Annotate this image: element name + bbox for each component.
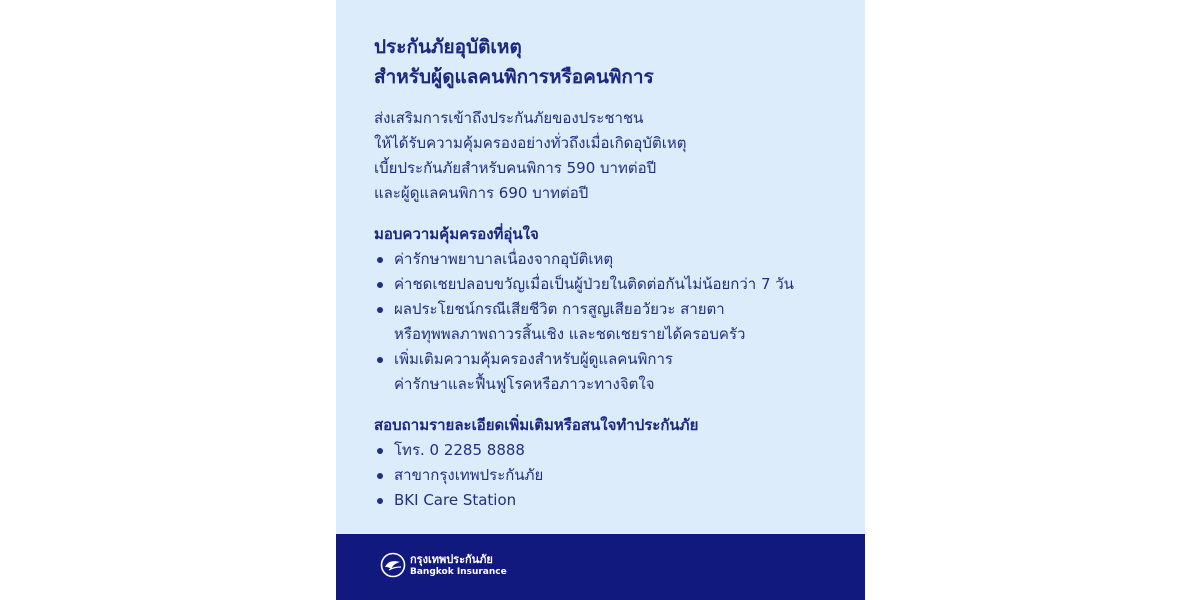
logo-english-text: Bangkok Insurance [410,566,507,577]
bangkok-insurance-logo [380,552,507,578]
contact-item-care-station [374,488,854,513]
intro-line: เบี้ยประกันภัยสำหรับคนพิการ 590 บาทต่อปี [374,159,657,177]
info-card [336,0,865,600]
intro-paragraph [374,106,854,206]
coverage-item-text: ค่ารักษาและฟื้นฟูโรคหรือภาวะทางจิตใจ [394,375,655,393]
card-content [374,32,854,513]
bangkok-insurance-logo-icon [380,552,406,578]
page-title [374,32,854,92]
coverage-list [374,247,854,397]
bullet-icon [377,307,383,313]
intro-line: ส่งเสริมการเข้าถึงประกันภัยของประชาชน [374,109,644,127]
coverage-item-text: หรือทุพพลภาพถาวรสิ้นเชิง และชดเชยรายได้ครอบครัว [394,325,746,343]
bullet-icon [377,257,383,263]
title-line-1: ประกันภัยอุบัติเหตุ [374,36,522,58]
contact-item-branch [374,463,854,488]
contact-item-text: โทร. 0 2285 8888 [394,441,525,459]
coverage-item [374,347,854,397]
coverage-item [374,297,854,347]
contact-heading: สอบถามรายละเอียดเพิ่มเติมหรือสนใจทำประกันภัย [374,416,699,434]
coverage-item [374,247,854,272]
bullet-icon [377,473,383,479]
coverage-item [374,272,854,297]
footer-bar [336,534,865,600]
contact-list [374,438,854,513]
coverage-heading: มอบความคุ้มครองที่อุ่นใจ [374,225,539,243]
bullet-icon [377,357,383,363]
intro-line: และผู้ดูแลคนพิการ 690 บาทต่อปี [374,184,589,202]
bullet-icon [377,282,383,288]
logo-wordmark [410,553,507,578]
coverage-item-text: ค่ารักษาพยาบาลเนื่องจากอุบัติเหตุ [394,250,614,268]
coverage-item-text: ผลประโยชน์กรณีเสียชีวิต การสูญเสียอวัยวะ สายตา [394,300,725,318]
title-line-2: สำหรับผู้ดูแลคนพิการหรือคนพิการ [374,66,654,88]
bullet-icon [377,448,383,454]
logo-thai-text: กรุงเทพประกันภัย [410,552,493,566]
coverage-item-text: ค่าชดเชยปลอบขวัญเมื่อเป็นผู้ป่วยในติดต่อกันไม่น้อยกว่า 7 วัน [394,275,794,293]
intro-line: ให้ได้รับความคุ้มครองอย่างทั่วถึงเมื่อเกิดอุบัติเหตุ [374,134,687,152]
contact-item-phone [374,438,854,463]
coverage-item-text: เพิ่มเติมความคุ้มครองสำหรับผู้ดูแลคนพิการ [394,350,673,368]
bullet-icon [377,498,383,504]
contact-item-text: BKI Care Station [394,491,517,509]
contact-item-text: สาขากรุงเทพประกันภัย [394,466,544,484]
